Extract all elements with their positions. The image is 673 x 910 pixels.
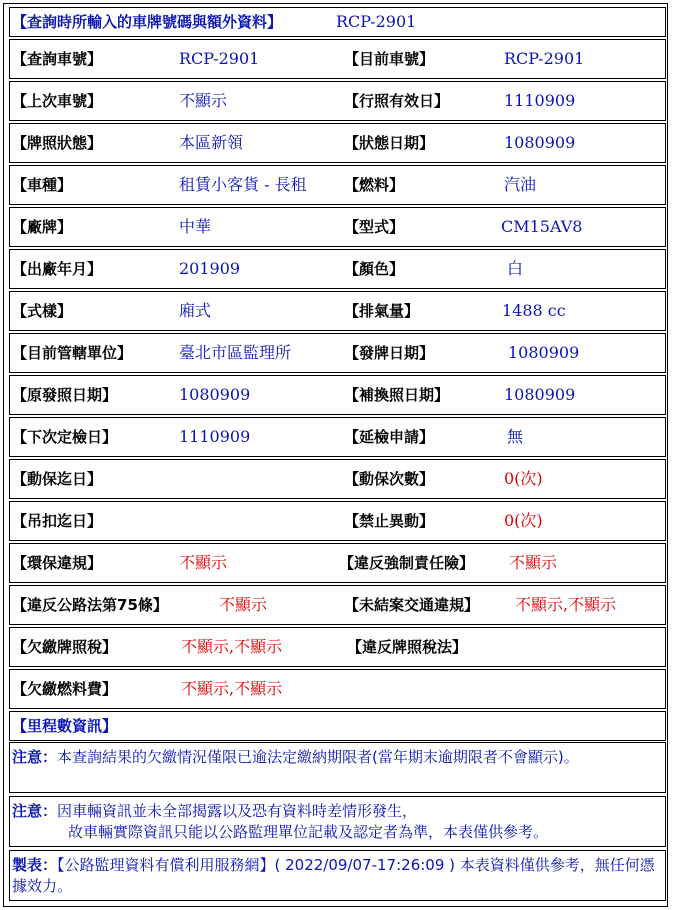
info-row (9, 291, 666, 331)
info-row (9, 669, 666, 709)
field-label: 【禁止異動】 (344, 512, 435, 530)
field-label: 【出廠年月】 (12, 260, 103, 278)
info-row (9, 249, 666, 289)
info-row (9, 207, 666, 247)
field-value: 臺北市區監理所 (179, 343, 292, 362)
info-row (9, 417, 666, 457)
field-label: 【違反牌照稅法】 (347, 638, 468, 656)
field-value: 白 (507, 259, 524, 278)
note-1 (12, 747, 663, 768)
field-value: 無 (507, 427, 524, 446)
field-label: 【違反強制責任險】 (339, 554, 475, 572)
info-row (9, 81, 666, 121)
info-row (9, 333, 666, 373)
field-value: 租賃小客貨 - 長租 (179, 175, 307, 194)
field-label: 【欠繳牌照稅】 (12, 638, 118, 656)
field-label: 【型式】 (344, 218, 405, 236)
field-value: 201909 (179, 259, 241, 278)
header-plate: RCP-2901 (336, 12, 417, 31)
field-value: 廂式 (179, 301, 212, 320)
field-value: 不顯示,不顯示 (181, 679, 283, 698)
field-value: 1110909 (179, 427, 251, 446)
field-value: CM15AV8 (501, 217, 583, 236)
info-row (9, 627, 666, 667)
field-value: 1080909 (179, 385, 251, 404)
field-value: 不顯示,不顯示 (515, 595, 617, 614)
field-label: 【目前車號】 (344, 50, 435, 68)
field-value: 中華 (179, 217, 212, 236)
field-label: 【環保違規】 (12, 554, 103, 572)
mileage-row (9, 711, 666, 741)
note-1-box (9, 742, 666, 793)
field-label: 【目前管轄單位】 (12, 344, 133, 362)
field-value: 本區新領 (179, 133, 244, 152)
note-2-label: 注意： (12, 802, 58, 820)
info-row (9, 375, 666, 415)
field-label: 【查詢車號】 (12, 50, 103, 68)
note-2-line2: 故車輛實際資訊只能以公路監理單位記載及認定者為準，本表僅供參考。 (68, 823, 549, 841)
field-value: 不顯示 (219, 595, 268, 614)
field-value: 不顯示 (179, 91, 228, 110)
field-value: 1080909 (508, 343, 580, 362)
field-label: 【原發照日期】 (12, 386, 118, 404)
field-label: 【排氣量】 (344, 302, 420, 320)
field-label: 【式樣】 (12, 302, 73, 320)
info-row (9, 39, 666, 79)
note-3-label: 製表： (12, 856, 58, 874)
field-value: 0(次) (504, 511, 543, 530)
info-row (9, 585, 666, 625)
field-value: 不顯示 (179, 553, 228, 572)
field-value: 不顯示,不顯示 (181, 637, 283, 656)
field-label: 【動保迄日】 (12, 470, 103, 488)
note-3-box (9, 850, 666, 901)
note-2-line1: 因車輛資訊並未全部揭露以及恐有資料時差情形發生， (57, 802, 418, 820)
field-label: 【欠繳燃料費】 (12, 680, 118, 698)
field-label: 【吊扣迄日】 (12, 512, 103, 530)
field-label: 【行照有效日】 (344, 92, 450, 110)
field-label: 【違反公路法第75條】 (12, 596, 168, 614)
note-1-label: 注意： (12, 748, 58, 766)
field-value: 0(次) (504, 469, 543, 488)
field-value: 1110909 (504, 91, 576, 110)
field-label: 【牌照狀態】 (12, 134, 103, 152)
field-value: 1080909 (504, 385, 576, 404)
field-label: 【下次定檢日】 (12, 428, 118, 446)
field-label: 【廠牌】 (12, 218, 73, 236)
note-2 (12, 801, 663, 843)
info-row (9, 165, 666, 205)
field-value: 1080909 (504, 133, 576, 152)
field-label: 【狀態日期】 (344, 134, 435, 152)
note-3-text: 【公路監理資料有償利用服務網】( 2022/09/07-17:26:09 ) 本表資料僅供參考，無任何憑據效力。 (12, 856, 655, 895)
field-label: 【發牌日期】 (344, 344, 435, 362)
note-2-box (9, 796, 666, 847)
info-row (9, 501, 666, 541)
field-label: 【未結案交通違規】 (344, 596, 480, 614)
field-label: 【上次車號】 (12, 92, 103, 110)
field-value: 1488 cc (502, 301, 566, 320)
field-label: 【燃料】 (344, 176, 405, 194)
field-value: RCP-2901 (179, 49, 260, 68)
field-label: 【顏色】 (344, 260, 405, 278)
field-label: 【延檢申請】 (344, 428, 435, 446)
field-value: RCP-2901 (504, 49, 585, 68)
note-3 (12, 855, 663, 897)
field-value: 汽油 (504, 175, 537, 194)
info-row (9, 543, 666, 583)
field-value: 不顯示 (509, 553, 558, 572)
header-label: 【查詢時所輸入的車牌號碼與額外資料】 (12, 13, 283, 31)
note-1-text: 本查詢結果的欠繳情況僅限已逾法定繳納期限者(當年期末逾期限者不會顯示)。 (57, 748, 579, 766)
field-label: 【車種】 (12, 176, 73, 194)
field-label: 【補換照日期】 (344, 386, 450, 404)
info-row (9, 459, 666, 499)
field-label: 【動保次數】 (344, 470, 435, 488)
header-row (9, 7, 666, 37)
mileage-title: 【里程數資訊】 (12, 717, 118, 735)
info-row (9, 123, 666, 163)
